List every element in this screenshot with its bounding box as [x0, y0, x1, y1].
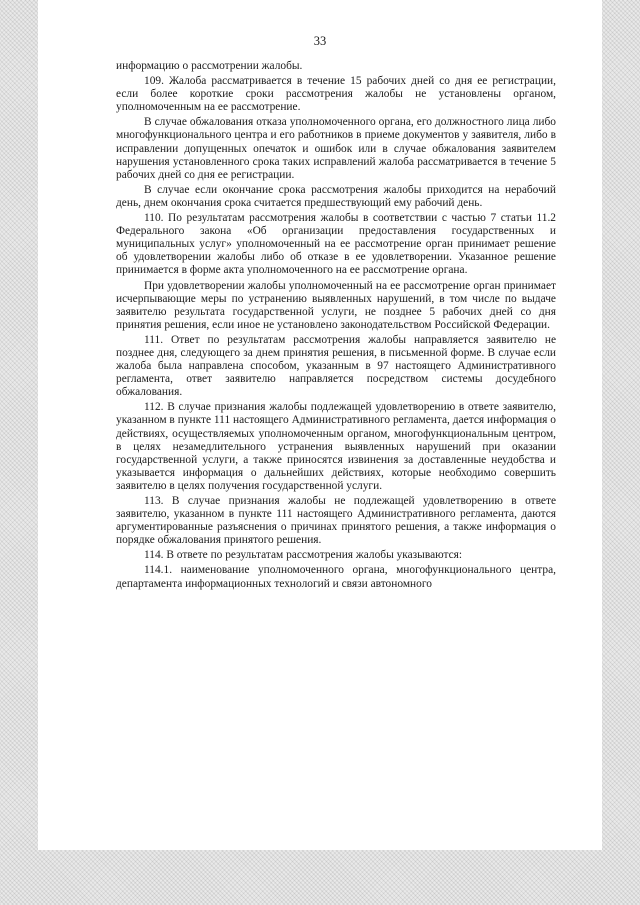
scan-border-left [0, 0, 38, 905]
paragraph-109-refusal: В случае обжалования отказа уполномоченного органа, его должностного лица либо многофункционального центра и его работников в приеме документов у заявителя, либо в исправлении допущенных опечаток и ошибок или в случае обжалования заявителем нарушения установленного срока таких исправлений жалоба рассматривается в течение 5 рабочих дней со дня ее регистрации. [116, 116, 556, 181]
scan-border-right [602, 0, 640, 905]
page-number: 33 [313, 34, 327, 48]
scan-border-bottom [0, 850, 640, 905]
document-body [116, 60, 556, 593]
paragraph-114-1: 114.1. наименование уполномоченного органа, многофункционального центра, департамента информационных технологий и связи автономного [116, 564, 556, 590]
paragraph-114: 114. В ответе по результатам рассмотрения жалобы указываются: [144, 549, 463, 562]
paragraph-113: 113. В случае признания жалобы не подлежащей удовлетворению в ответе заявителю, указанном в пункте 111 настоящего Административного регламента, даются аргументированные разъяснения о причинах принятого решения, а также информация о порядке обжалования принятого решения. [116, 495, 556, 547]
paragraph-109: 109. Жалоба рассматривается в течение 15 рабочих дней со дня ее регистрации, если более короткие сроки рассмотрения жалобы не установлены органом, уполномоченным на ее рассмотрение. [116, 75, 556, 114]
paragraph-109-nonworking-day: В случае если окончание срока рассмотрения жалобы приходится на нерабочий день, днем окончания срока считается предшествующий ему рабочий день. [116, 183, 556, 209]
paragraph-112: 112. В случае признания жалобы подлежащей удовлетворению в ответе заявителю, указанном в пункте 111 настоящего Административного регламента, дается информация о действиях, осуществляемых уполномоченным органом, многофункциональным центром, в целях незамедлительного устранения выявленных нарушений при оказании государственной услуги, а также приносятся извинения за доставленные неудобства и указывается информация о дальнейших действиях, которые необходимо совершить заявителю в целях получения государственной услуги. [116, 401, 556, 492]
paragraph-111: 111. Ответ по результатам рассмотрения жалобы направляется заявителю не позднее дня, следующего за днем принятия решения, в письменной форме. В случае если жалоба была направлена способом, указанным в 97 настоящего Административного регламента, ответ заявителю направляется посредством системы досудебного обжалования. [116, 333, 556, 399]
paragraph-continuation: информацию о рассмотрении жалобы. [116, 60, 303, 72]
paragraph-110: 110. По результатам рассмотрения жалобы в соответствии с частью 7 статьи 11.2 Федерального закона «Об организации предоставления государственных и муниципальных услуг» уполномоченный на ее рассмотрение орган принимает решение об удовлетворении жалобы либо об отказе в ее удовлетворении. Указанное решение принимается в форме акта уполномоченного на ее рассмотрение органа. [116, 212, 556, 277]
paragraph-110-satisfaction: При удовлетворении жалобы уполномоченный на ее рассмотрение орган принимает исчерпывающие меры по устранению выявленных нарушений, в том числе по выдаче заявителю результата государственной услуги, не позднее 5 рабочих дней со дня принятия решения, если иное не установлено законодательством Российской Федерации. [116, 279, 556, 331]
